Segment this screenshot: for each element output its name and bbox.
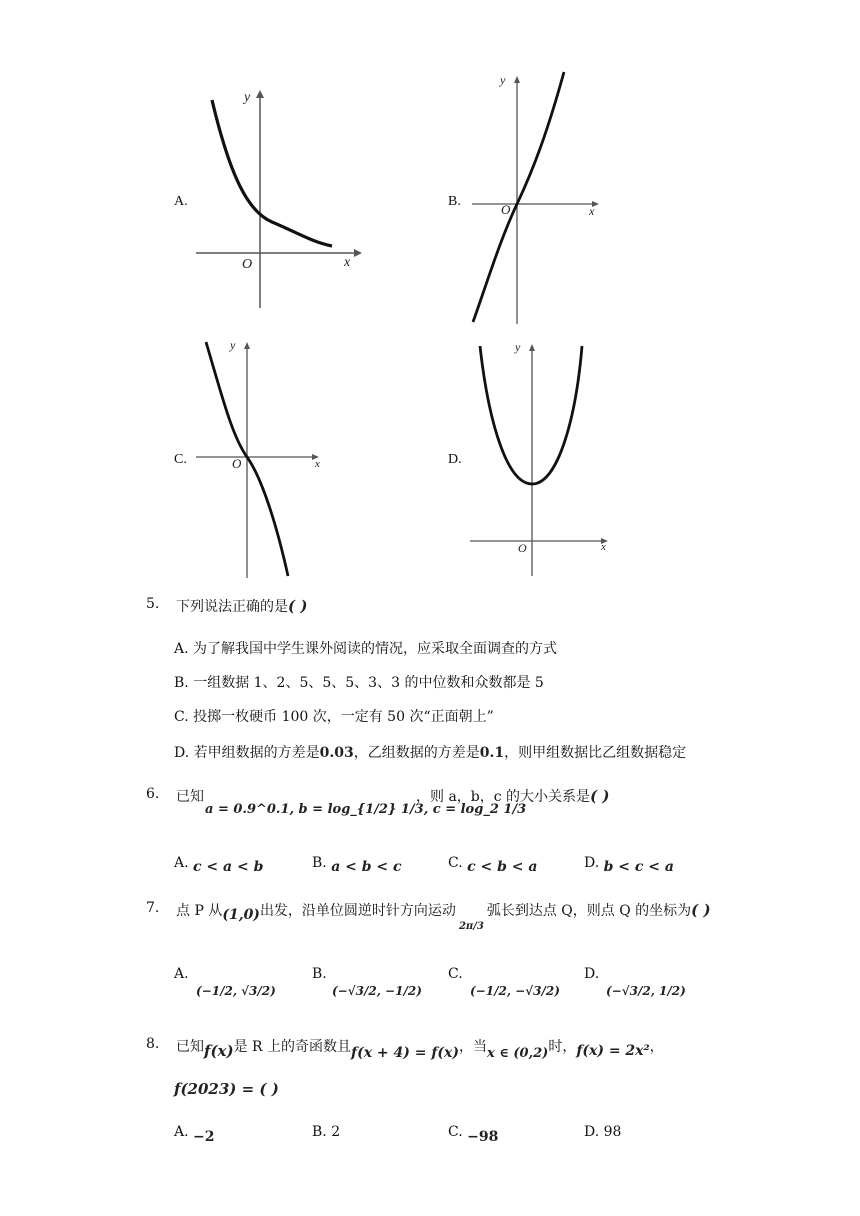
- q8-c-label: C.: [448, 1124, 463, 1140]
- q8-a-label: A.: [174, 1124, 189, 1140]
- q7-option-b-expr: (−√3/2, −1/2): [332, 984, 422, 998]
- x-axis-label: x: [344, 255, 351, 270]
- q8-option-c: [448, 1124, 499, 1145]
- q8-period: f(x + 4) = f(x): [351, 1045, 459, 1061]
- y-axis-label: y: [230, 338, 236, 352]
- q8-option-d: D. 98: [584, 1124, 622, 1140]
- q8-a-expr: −2: [193, 1129, 215, 1145]
- q6-option-c: [448, 855, 538, 875]
- q8-line2: f(2023) = ( ): [174, 1080, 279, 1098]
- graph-b: [468, 70, 608, 326]
- q5-option-a: A. 为了解我国中学生课外阅读的情况，应采取全面调查的方式: [174, 641, 558, 657]
- q7-option-c-label: C.: [448, 966, 463, 982]
- q6-c-label: C.: [448, 855, 463, 871]
- q7-option-b-label: B.: [312, 966, 327, 982]
- q5-d-mid: ，乙组数据的方差是: [353, 745, 480, 761]
- q8-stem-a: 已知: [176, 1039, 204, 1055]
- q7-stem-b: 出发，沿单位圆逆时针方向运动: [259, 903, 456, 919]
- graph-a: [192, 86, 362, 311]
- graph-c: [192, 336, 332, 580]
- q5-stem: [176, 596, 307, 616]
- y-axis-label: y: [500, 73, 506, 87]
- q5-option-c: C. 投掷一枚硬币 100 次，一定有 50 次“正面朝上”: [174, 709, 494, 725]
- origin-label: O: [242, 257, 253, 272]
- q6-option-d: [584, 855, 674, 875]
- origin-label: O: [518, 541, 527, 555]
- q7-stem-c: 弧长到达点 Q，则点 Q 的坐标为: [486, 903, 692, 919]
- option-a-label: A.: [174, 194, 188, 209]
- q5-d-v1: 0.03: [319, 745, 354, 761]
- q7-paren: ( ): [691, 901, 711, 919]
- q8-number: 8.: [146, 1036, 160, 1052]
- q8-stem-e: ，: [649, 1039, 664, 1055]
- q8-option-b: B. 2: [312, 1124, 341, 1140]
- q5-number: 5.: [146, 596, 160, 612]
- q5-option-d: [174, 742, 686, 762]
- x-axis-label: x: [315, 458, 320, 470]
- option-b-label: B.: [448, 194, 461, 209]
- q6-number: 6.: [146, 786, 160, 802]
- y-axis-label: y: [244, 90, 251, 105]
- q8-def: f(x) = 2x²: [576, 1043, 650, 1059]
- q6-paren: ( ): [590, 787, 610, 805]
- graph-d: [468, 338, 613, 578]
- q5-option-b: B. 一组数据 1、2、5、5、5、3、3 的中位数和众数都是 5: [174, 675, 544, 691]
- q7-arc: 2π/3: [458, 921, 484, 932]
- option-d-label: D.: [448, 452, 462, 467]
- q8-stem-d: 时，: [548, 1039, 577, 1055]
- q7-option-a-expr: (−1/2, √3/2): [196, 984, 276, 998]
- q5-stem-text: 下列说法正确的是: [176, 599, 288, 615]
- q7-option-a-label: A.: [174, 966, 189, 982]
- q8-stem-b: 是 R 上的奇函数且: [233, 1039, 352, 1055]
- q6-d-label: D.: [584, 855, 600, 871]
- q8-interval: x ∈ (0,2): [486, 1046, 549, 1061]
- q6-b-label: B.: [312, 855, 327, 871]
- q8-stem-c: ，当: [458, 1039, 487, 1055]
- q6-a-label: A.: [174, 855, 189, 871]
- q8-fx: f(x): [204, 1042, 234, 1060]
- origin-label: O: [232, 456, 242, 471]
- q7-point: (1,0): [222, 907, 260, 923]
- q5-d-pre: D. 若甲组数据的方差是: [174, 745, 320, 761]
- x-axis-label: x: [589, 204, 595, 218]
- y-axis-label: y: [515, 340, 521, 354]
- q5-paren: ( ): [288, 597, 308, 615]
- q5-d-post: ，则甲组数据比乙组数据稳定: [504, 745, 687, 761]
- origin-label: O: [501, 202, 511, 217]
- q7-option-d-expr: (−√3/2, 1/2): [606, 984, 686, 998]
- q6-c-expr: c < b < a: [467, 859, 538, 875]
- q8-stem: [176, 1036, 664, 1061]
- q6-b-expr: a < b < c: [331, 859, 402, 875]
- q6-stem-post: [416, 786, 609, 806]
- x-axis-label: x: [601, 541, 606, 553]
- q6-option-b: [312, 855, 402, 875]
- q7-option-d-label: D.: [584, 966, 600, 982]
- q7-stem-a: 点 P 从: [176, 903, 223, 919]
- q5-d-v2: 0.1: [479, 745, 505, 761]
- option-c-label: C.: [174, 452, 187, 467]
- q6-formula: a = 0.9^0.1, b = log_{1/2} 1/3, c = log_2 1/3: [205, 802, 527, 817]
- q8-c-expr: −98: [467, 1129, 499, 1145]
- q6-stem-pre: 已知: [176, 789, 204, 805]
- q6-a-expr: c < a < b: [193, 859, 264, 875]
- q6-stem-post-text: ，则 a，b，c 的大小关系是: [416, 789, 591, 805]
- q6-option-a: [174, 855, 264, 875]
- q6-d-expr: b < c < a: [603, 859, 674, 875]
- q7-number: 7.: [146, 900, 160, 916]
- q7-option-c-expr: (−1/2, −√3/2): [470, 984, 560, 998]
- q8-option-a: [174, 1124, 215, 1145]
